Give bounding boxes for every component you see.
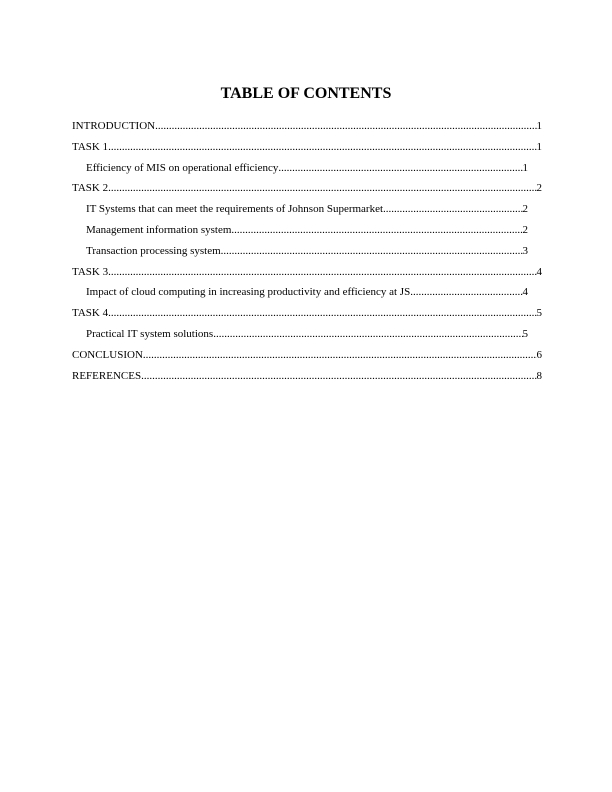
toc-entry-label: INTRODUCTION <box>72 120 156 132</box>
toc-entry-heading[interactable] <box>72 137 542 158</box>
toc-entry-label: Transaction processing system <box>86 244 221 257</box>
toc-entry-label: IT Systems that can meet the requirements of Johnson Supermarket <box>86 203 384 216</box>
toc-entry-label: Practical IT system solutions <box>86 327 214 340</box>
toc-entry-heading[interactable] <box>72 116 542 137</box>
toc-dot-leader <box>108 303 536 324</box>
toc-entry-heading[interactable] <box>72 303 542 324</box>
toc-entry-subheading[interactable] <box>72 199 528 220</box>
toc-dot-leader <box>213 324 522 345</box>
toc-page-number: 1 <box>536 140 542 153</box>
toc-dot-leader <box>155 116 536 137</box>
toc-page-number: 6 <box>536 348 542 361</box>
toc-entry-subheading[interactable] <box>72 158 528 179</box>
toc-entry-heading[interactable] <box>72 345 542 366</box>
toc-entry-label: Management information system <box>86 223 232 236</box>
toc-dot-leader <box>141 366 536 387</box>
toc-title: TABLE OF CONTENTS <box>220 85 392 102</box>
toc-dot-leader <box>278 158 522 179</box>
toc-page-number: 2 <box>536 182 542 195</box>
toc-dot-leader <box>231 220 522 241</box>
toc-entry-label: TASK 2 <box>72 182 109 195</box>
toc-entry-subheading[interactable] <box>72 282 528 303</box>
toc-dot-leader <box>108 262 536 283</box>
toc-list <box>72 116 542 386</box>
toc-dot-leader <box>221 241 523 262</box>
toc-dot-leader <box>143 345 537 366</box>
toc-entry-label: Efficiency of MIS on operational efficiency <box>86 161 279 174</box>
toc-page-number: 5 <box>536 307 542 320</box>
toc-page-number: 4 <box>536 265 542 278</box>
toc-entry-label: TASK 4 <box>72 307 109 320</box>
toc-dot-leader <box>410 282 522 303</box>
toc-entry-heading[interactable] <box>72 262 542 283</box>
toc-entry-label: REFERENCES <box>72 369 142 382</box>
toc-entry-label: CONCLUSION <box>72 348 143 361</box>
toc-dot-leader <box>383 199 522 220</box>
toc-page-number: 5 <box>522 327 528 340</box>
toc-entry-heading[interactable] <box>72 366 542 387</box>
toc-entry-label: TASK 3 <box>72 265 109 278</box>
toc-page-number: 2 <box>522 223 528 236</box>
toc-page-number: 1 <box>536 120 542 132</box>
toc-dot-leader <box>108 178 536 199</box>
toc-entry-label: Impact of cloud computing in increasing productivity and efficiency at JS <box>86 286 411 299</box>
toc-page-number: 4 <box>522 286 528 299</box>
toc-page-number: 8 <box>536 369 542 382</box>
toc-dot-leader <box>108 137 536 158</box>
toc-entry-label: TASK 1 <box>72 140 109 153</box>
toc-entry-subheading[interactable] <box>72 241 528 262</box>
toc-page-number: 3 <box>522 244 528 257</box>
toc-page-number: 1 <box>522 161 528 174</box>
toc-entry-heading[interactable] <box>72 178 542 199</box>
toc-entry-subheading[interactable] <box>72 324 528 345</box>
toc-page-number: 2 <box>522 203 528 216</box>
toc-entry-subheading[interactable] <box>72 220 528 241</box>
